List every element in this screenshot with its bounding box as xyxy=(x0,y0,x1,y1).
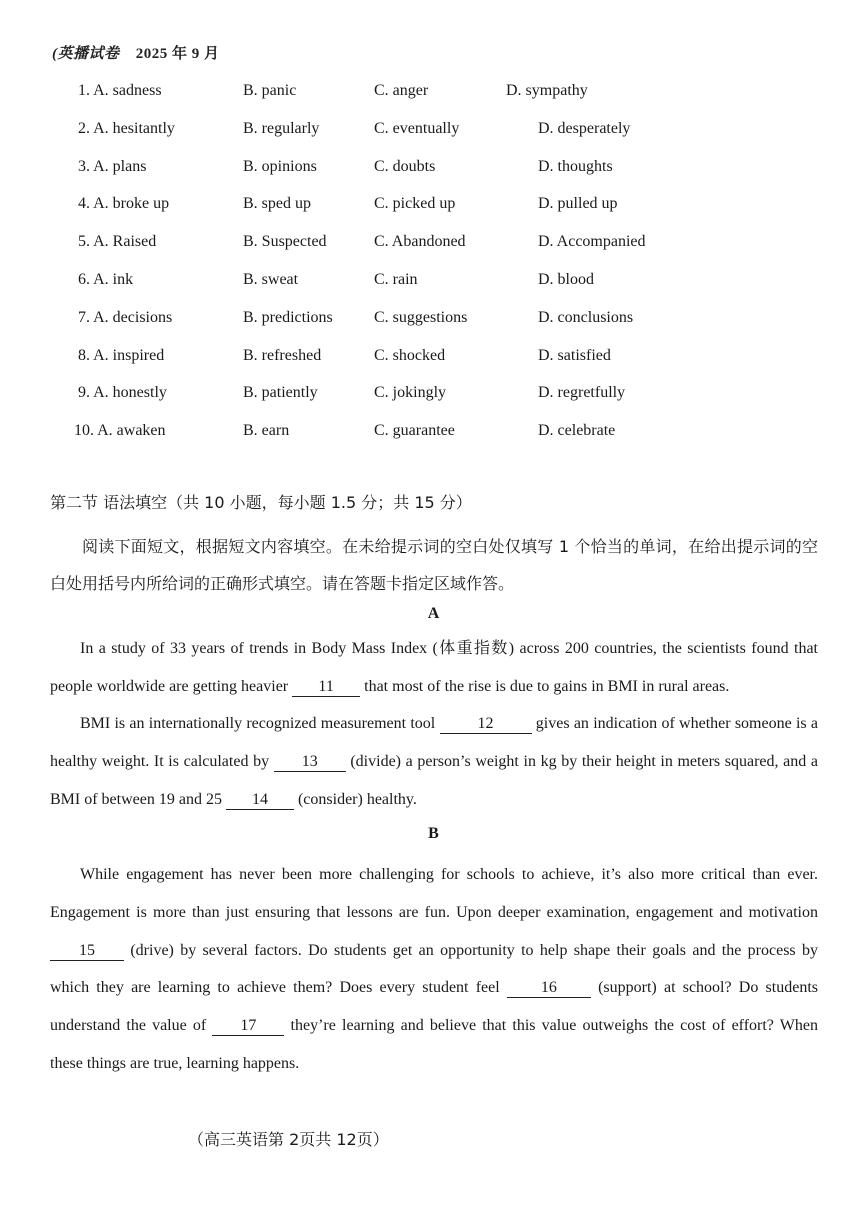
passage-text: In a study of 33 years of trends in Body Mass Index (体重指数) across 200 countries, the scientists found that people worldwide are getting heavier xyxy=(50,640,818,695)
passage-b-label: B xyxy=(428,825,439,842)
option-a: 7. A. decisions xyxy=(78,308,173,326)
option-d: D. sympathy xyxy=(506,82,588,99)
option-c: C. anger xyxy=(374,82,429,99)
option-a: 2. A. hesitantly xyxy=(78,119,175,137)
blank-17: 17 xyxy=(212,1017,284,1036)
option-d: D. conclusions xyxy=(538,308,634,326)
passage-a-label: A xyxy=(427,605,440,622)
option-a: 3. A. plans xyxy=(78,157,147,175)
option-row xyxy=(74,422,616,460)
option-a: 8. A. inspired xyxy=(78,346,165,364)
option-d: D. regretfully xyxy=(538,384,626,402)
option-c: C. Abandoned xyxy=(374,233,466,251)
blank-11: 11 xyxy=(292,678,360,697)
passage-text: (drive) by several factors. Do students get an opportunity to help shape their goals and the process by which they are learning to achieve them? Does every student feel xyxy=(50,941,818,997)
option-c: C. guarantee xyxy=(374,422,455,440)
option-b: B. panic xyxy=(243,82,297,99)
page-footer: （高三英语第 2页共 12页） xyxy=(188,1130,389,1149)
passage-text: they’re learning and believe that this value outweighs the cost of effort? When these things are true, learning happens. xyxy=(50,1017,818,1072)
passage-text: While engagement has never been more challenging for schools to achieve, it’s also more critical than ever. Engagement is more than just ensuring that lessons are fun. Upon deeper examination, engagement and motivation xyxy=(50,866,818,921)
option-c: C. doubts xyxy=(374,157,436,175)
option-b: B. refreshed xyxy=(243,346,322,364)
option-d: D. thoughts xyxy=(538,157,613,175)
stamp-label: (英播试卷 xyxy=(52,46,120,62)
passage-a-paragraph-2 xyxy=(50,705,818,818)
option-a: 4. A. broke up xyxy=(78,195,170,213)
option-c: C. rain xyxy=(374,270,418,288)
blank-15: 15 xyxy=(50,942,124,961)
option-d: D. pulled up xyxy=(538,195,618,213)
option-d: D. desperately xyxy=(538,119,631,137)
option-b: B. opinions xyxy=(243,157,317,175)
blank-12: 12 xyxy=(440,715,532,734)
option-b: B. sweat xyxy=(243,270,299,288)
exam-date: 2025 年 9 月 xyxy=(135,46,220,62)
option-c: C. picked up xyxy=(374,195,456,213)
option-a: 5. A. Raised xyxy=(78,233,157,251)
passage-text: (divide) a person’s weight in kg by their height in meters squared, and a BMI of between 19 and 25 xyxy=(50,752,818,808)
option-b: B. patiently xyxy=(243,384,318,402)
passage-text: (support) at school? Do students understand the value of xyxy=(50,979,819,1035)
option-c: C. jokingly xyxy=(374,384,447,402)
passage-text: BMI is an internationally recognized measurement tool xyxy=(80,715,440,732)
passage-text: (consider) healthy. xyxy=(293,790,417,808)
blank-14: 14 xyxy=(226,791,294,810)
passage-b-paragraph-1 xyxy=(50,856,818,1083)
option-d: D. celebrate xyxy=(538,422,616,440)
option-b: B. sped up xyxy=(243,195,311,213)
option-a: 6. A. ink xyxy=(78,270,134,288)
option-d: D. satisfied xyxy=(538,346,611,364)
passage-text: gives an indication of whether someone is a healthy weight. It is calculated by xyxy=(50,715,819,770)
option-a: 10. A. awaken xyxy=(74,422,166,440)
option-b: B. regularly xyxy=(243,119,320,137)
option-d: D. Accompanied xyxy=(538,233,646,251)
option-c: C. suggestions xyxy=(374,308,468,326)
option-d: D. blood xyxy=(538,270,594,288)
blank-13: 13 xyxy=(274,753,346,772)
section-instructions: 阅读下面短文，根据短文内容填空。在未给提示词的空白处仅填写 1 个恰当的单词，在给出提示词的空白处用括号内所给词的正确形式填空。请在答题卡指定区域作答。 xyxy=(50,537,818,593)
option-a: 9. A. honestly xyxy=(78,384,167,402)
option-b: B. earn xyxy=(243,422,290,440)
passage-text: that most of the rise is due to gains in BMI in rural areas. xyxy=(360,677,730,695)
option-a: 1. A. sadness xyxy=(78,82,162,99)
option-b: B. predictions xyxy=(243,308,333,326)
option-c: C. shocked xyxy=(374,346,446,364)
option-b: B. Suspected xyxy=(243,233,327,251)
option-c: C. eventually xyxy=(374,119,460,137)
passage-a-paragraph-1 xyxy=(50,630,818,706)
section-title: 第二节 语法填空（共 10 小题，每小题 1.5 分；共 15 分） xyxy=(50,493,472,512)
blank-16: 16 xyxy=(507,979,591,998)
header-stamp xyxy=(52,42,220,63)
